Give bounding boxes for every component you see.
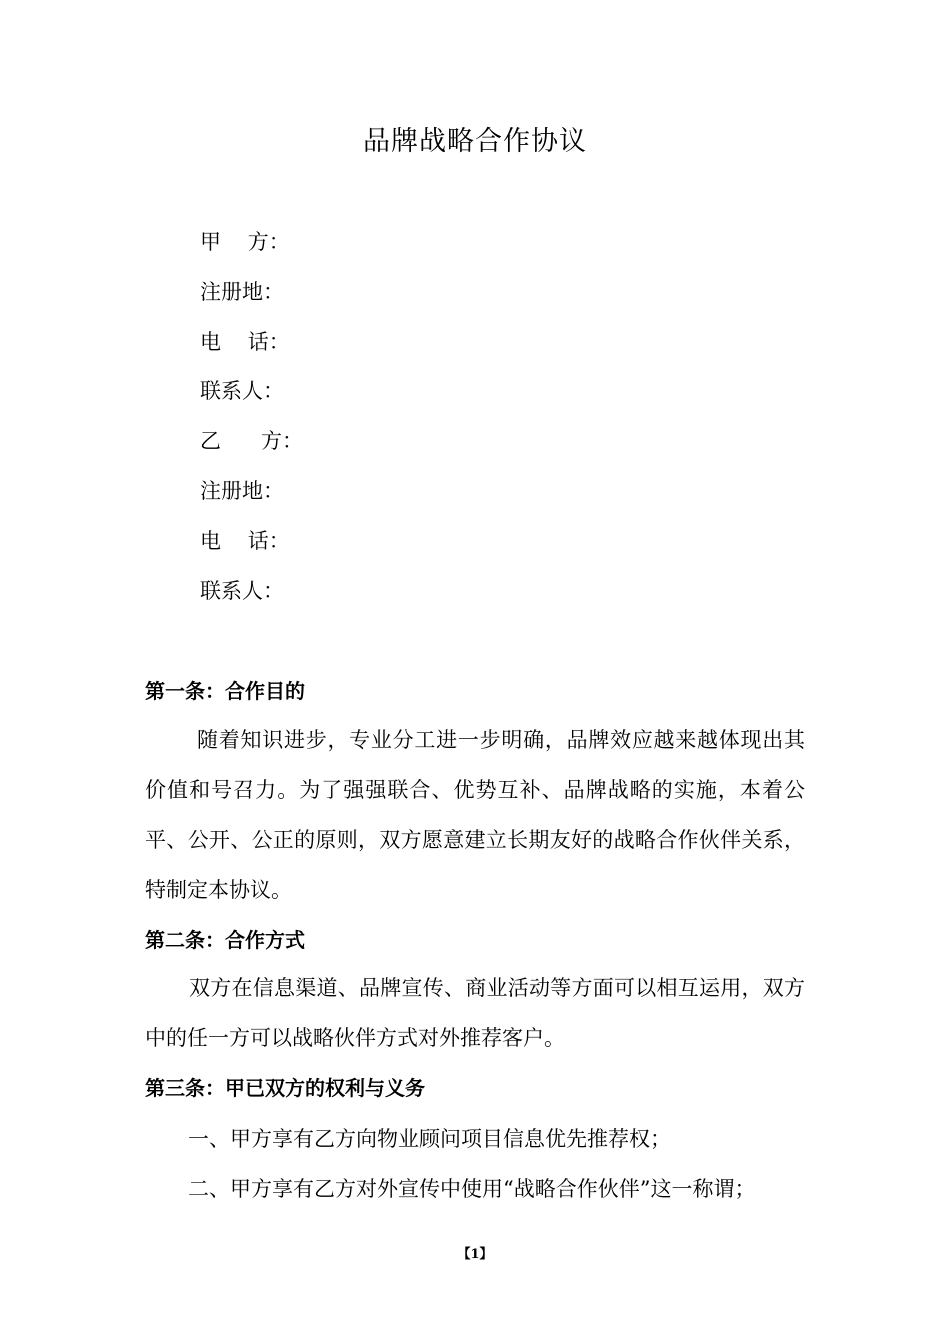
article-2-body: 双方在信息渠道、品牌宣传、商业活动等方面可以相互运用，双方中的任一方可以战略伙伴方式对外推荐客户。 [145, 976, 805, 1050]
article-1-body: 随着知识进步，专业分工进一步明确，品牌效应越来越体现出其价值和号召力。为了强强联合、优势互补、品牌战略的实施，本着公平、公开、公正的原则，双方愿意建立长期友好的战略合作伙伴关系，特制定本协议。 [145, 728, 805, 902]
party-a-phone-label: 电 话： [200, 330, 290, 354]
article-3-item-2: 二、甲方享有乙方对外宣传中使用“战略合作伙伴”这一称谓； [188, 1177, 756, 1201]
article-3-item-1: 一、甲方享有乙方向物业顾问项目信息优先推荐权； [188, 1127, 671, 1151]
party-a-contact-label: 联系人： [200, 379, 284, 403]
party-b-contact-label: 联系人： [200, 579, 284, 603]
article-3-heading: 第三条：甲已双方的权利与义务 [145, 1076, 425, 1100]
article-2-heading: 第二条：合作方式 [145, 928, 305, 952]
page-number: 【1】 [457, 1247, 493, 1262]
party-b-phone-label: 电 话： [200, 529, 290, 553]
party-b-address-label: 注册地： [200, 479, 284, 503]
party-a-address-label: 注册地： [200, 280, 284, 304]
party-a-name-label: 甲 方： [200, 230, 290, 254]
party-b-name-label: 乙 方： [200, 429, 304, 453]
document-title: 品牌战略合作协议 [363, 126, 587, 157]
article-1-heading: 第一条：合作目的 [145, 679, 305, 703]
